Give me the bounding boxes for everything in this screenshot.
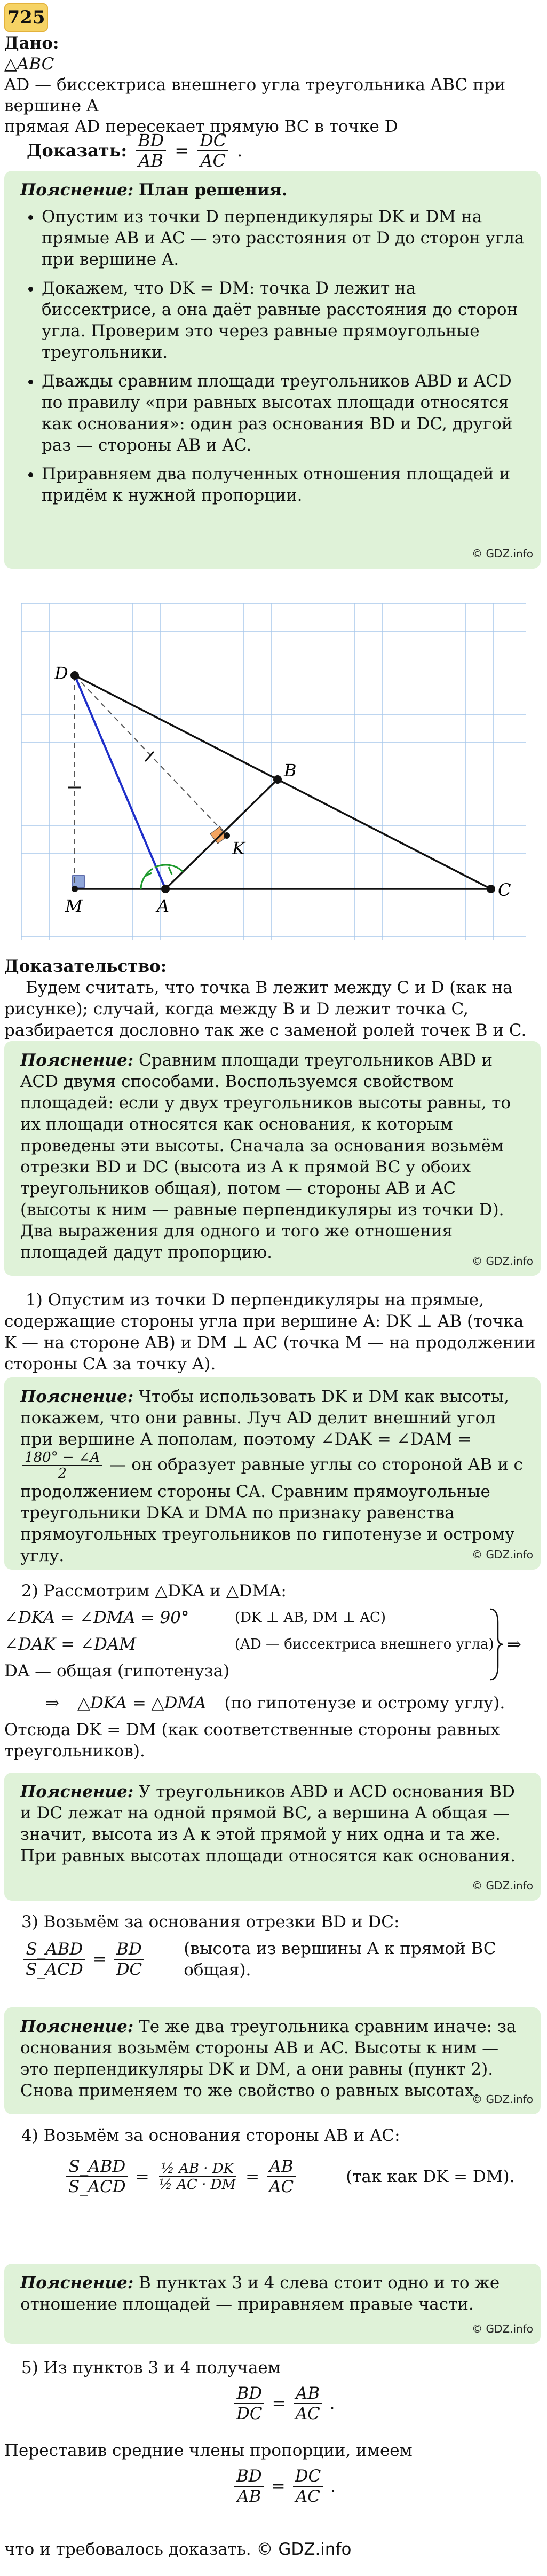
dot: . (329, 2394, 335, 2413)
plan-item: • Приравняем два полученных отношения площадей и придём к нужной пропорции. (42, 463, 525, 506)
watermark: © GDZ.info (472, 2093, 533, 2106)
explanation-box-5 (4, 2264, 541, 2344)
eq-sign: = (271, 2477, 286, 2496)
explanation-label: Пояснение: (20, 2273, 134, 2293)
eq-sign: = (245, 2167, 260, 2186)
area-num: S_ABD (23, 1940, 85, 1960)
explanation-label: Пояснение: (20, 1387, 134, 1406)
watermark: © GDZ.info (472, 1879, 533, 1892)
point-m (72, 886, 78, 892)
proof-intro: Будем считать, что точка B лежит между C и D (как на рисунке); случай, когда между B и D лежит точка C, разбирается дословно так же с заменой ролей точек B и C. (4, 978, 527, 1040)
den: AB (237, 2487, 261, 2506)
step-2-row-2-comment: (AD — биссектриса внешнего угла) (235, 1636, 494, 1652)
given-triangle: △ABC (4, 54, 54, 74)
watermark: © GDZ.info (472, 547, 533, 560)
ratio-ab-ac (294, 2384, 322, 2423)
explanation-box-3 (4, 1773, 541, 1901)
half-angle-den: 2 (58, 1466, 67, 1482)
step-4-formula (64, 2157, 514, 2196)
base-num: BD (114, 1940, 144, 1960)
area-ratio (66, 2157, 128, 2196)
label-b: B (284, 760, 297, 781)
step-2-row-3: DA — общая (гипотенуза) (4, 1661, 230, 1681)
watermark: © GDZ.info (256, 2540, 352, 2559)
qed-text: что и требовалось доказать. (4, 2540, 251, 2559)
num: BD (234, 2384, 264, 2404)
eq-sign: = (272, 2394, 286, 2413)
given-line1: AD — биссектриса внешнего угла треугольника ABC при вершине A (4, 75, 506, 115)
point-b (273, 775, 282, 784)
prove-lhs-num: BD (136, 131, 166, 151)
prove-dot: . (237, 140, 243, 161)
half-angle-fraction (22, 1450, 102, 1481)
prove-statement (27, 131, 242, 170)
step-2-r1: ∠DKA = ∠DMA = 90° (4, 1608, 189, 1627)
prove-rhs-num: DC (197, 131, 228, 151)
prove-label: Доказать: (27, 140, 128, 161)
plan-item: • Дважды сравним площади треугольников ABD и ACD по правилу «при равных высотах площади относятся как основания»: один раз основания BD и DC, другой раз — стороны AB и AC. (42, 371, 525, 456)
area-formula-den: ½ AC · DM (158, 2177, 236, 2193)
explanation-box-1 (4, 1041, 541, 1276)
explanation-text-b: — он образует равные углы со стороной AB и с продолжением стороны CA. Сравним прямоугольные треугольники DKA и DMA по признаку равенства прямоугольных треугольников по гипотенузе и острому углу. (20, 1455, 523, 1565)
base-ratio (114, 1940, 145, 1979)
step-2-row-2 (4, 1634, 136, 1655)
den: AC (295, 2487, 320, 2506)
explanation-text: Те же два треугольника сравним иначе: за основания возьмём стороны AB и AC. Высоты к ним — это перпендикуляры DK и DM, а они равны (пункт 2). Снова применяем то же свойство о равных высотах. (20, 2017, 517, 2100)
step-5-proportion (232, 2384, 335, 2423)
side-ratio (267, 2157, 296, 2196)
eq-sign: = (135, 2167, 149, 2186)
step-2-after: Отсюда DK = DM (как соответственные стороны равных треугольников). (4, 1720, 500, 1761)
explanation-label: Пояснение: (20, 1051, 134, 1070)
side-num: AB (267, 2157, 296, 2177)
implies-icon: ⇒ (45, 1693, 59, 1713)
num: BD (234, 2467, 264, 2487)
explanation-box-4 (4, 2007, 541, 2114)
step-4-comment: (так как DK = DM). (346, 2167, 515, 2186)
half-angle-num: 180° − ∠A (22, 1450, 102, 1466)
area-den: S_ACD (68, 2177, 126, 2196)
num: DC (293, 2467, 323, 2487)
congruence-reason: (по гипотенузе и острому углу). (224, 1693, 505, 1713)
explanation-text-a: Чтобы использовать DK и DM как высоты, покажем, что они равны. Луч AD делит внешний угол при вершине A пополам, поэтому ∠DAK = ∠DAM = (20, 1387, 510, 1449)
side-den: AC (269, 2177, 294, 2196)
explanation-text: У треугольников ABD и ACD основания BD и DC лежат на одной прямой BC, а вершина A общая — значит, высота из A к этой прямой у них одна и та же. При равных высотах площади относятся как основания. (20, 1782, 516, 1865)
implies-icon: ⇒ (507, 1634, 521, 1655)
step-3-formula (21, 1938, 547, 1981)
area-den: S_ACD (26, 1960, 83, 1979)
prove-left-fraction (136, 131, 166, 170)
label-c: C (498, 880, 511, 900)
proof-title: Доказательство: (4, 957, 167, 976)
den: DC (236, 2404, 263, 2423)
watermark: © GDZ.info (472, 1548, 533, 1561)
area-ratio (23, 1940, 85, 1979)
step-3-head: 3) Возьмём за основания отрезки BD и DC: (21, 1912, 400, 1932)
watermark: © GDZ.info (472, 1255, 533, 1267)
prove-rhs-den: AC (200, 151, 226, 171)
step-1: 1) Опустим из точки D перпендикуляры на прямые, содержащие стороны угла при вершине A: DK ⊥ AB (точка K — на стороне AB) и DM ⊥ AC (точка M — на продолжении стороны CA за точку A). (4, 1290, 536, 1374)
step-4-head: 4) Возьмём за основания стороны AB и AC: (21, 2126, 400, 2145)
geometry-figure (21, 603, 526, 940)
label-d: D (54, 663, 68, 683)
prove-right-fraction (197, 131, 228, 170)
ratio-bd-dc (234, 2384, 265, 2423)
plan-item: • Докажем, что DK = DM: точка D лежит на биссектрисе, а она даёт равные расстояния до сторон угла. Проверим это через равные прямоугольные треугольники. (42, 278, 525, 363)
given-title: Дано: (4, 34, 59, 53)
explanation-text: В пунктах 3 и 4 слева стоит одно и то же отношение площадей — приравняем правые части. (20, 2273, 500, 2314)
step-5-head: 5) Из пунктов 3 и 4 получаем (21, 2358, 281, 2377)
step-3-comment: (высота из вершины A к прямой BC общая). (184, 1939, 496, 1980)
step-2-r2: ∠DAK = ∠DAM (4, 1635, 137, 1654)
area-formula-ratio (157, 2161, 238, 2192)
den: AC (295, 2404, 320, 2423)
step-2-row-1 (4, 1607, 189, 1628)
task-number-badge: 725 (4, 3, 48, 32)
label-k: K (232, 838, 245, 858)
given-section (4, 33, 541, 137)
explanation-label: Пояснение: (20, 1782, 134, 1801)
step-5-swap: Переставив средние члены пропорции, имеем (4, 2441, 413, 2460)
point-a (161, 885, 170, 893)
eq-sign: = (92, 1950, 107, 1969)
prove-eq: = (175, 140, 189, 161)
final-line (4, 2539, 541, 2560)
plan-title: План решения. (139, 180, 288, 200)
plan-label: Пояснение: (20, 180, 134, 200)
prove-lhs-den: AB (138, 151, 164, 171)
area-num: S_ABD (66, 2157, 128, 2177)
dot: . (330, 2477, 336, 2496)
step-2-row-1-comment: (DK ⊥ AB, DM ⊥ AC) (235, 1610, 386, 1626)
label-m: M (65, 896, 83, 916)
plan-box (4, 171, 541, 569)
ratio-dc-ac (293, 2467, 323, 2506)
point-c (487, 885, 495, 893)
ratio-bd-ab (234, 2467, 264, 2506)
num: AB (294, 2384, 322, 2404)
explanation-text: Сравним площади треугольников ABD и ACD двумя способами. Воспользуемся свойством площадей: если у двух треугольников высоты равны, то их площади относятся как основания, к которым проведены эти высоты. Сначала за основания возьмём отрезки BD и DC (высота из A к прямой BC у обоих треугольников общая), потом — стороны AB и AC (высоты к ним — равные перпендикуляры из точки D). Два выражения для одного и того же отношения площадей дадут пропорцию. (20, 1051, 511, 1262)
explanation-label: Пояснение: (20, 2017, 134, 2036)
plan-item: • Опустим из точки D перпендикуляры DK и DM на прямые AB и AC — это расстояния от D до сторон угла при вершине A. (42, 206, 525, 270)
point-k (224, 832, 230, 839)
proof-section (4, 956, 541, 977)
brace-icon (488, 1607, 504, 1682)
given-line2: прямая AD пересекает прямую BC в точке D (4, 117, 398, 136)
label-a: A (157, 896, 170, 916)
explanation-box-2 (4, 1377, 541, 1570)
area-formula-num: ½ AB · DK (159, 2161, 236, 2177)
step-2-conclusion (45, 1692, 505, 1714)
step-2-head: 2) Рассмотрим △DKA и △DMA: (21, 1581, 287, 1601)
final-proportion (232, 2467, 336, 2506)
watermark: © GDZ.info (472, 2322, 533, 2335)
plan-list (20, 206, 525, 506)
base-den: DC (116, 1960, 142, 1979)
congruence: △DKA = △DMA (77, 1693, 207, 1713)
point-d (70, 671, 79, 680)
